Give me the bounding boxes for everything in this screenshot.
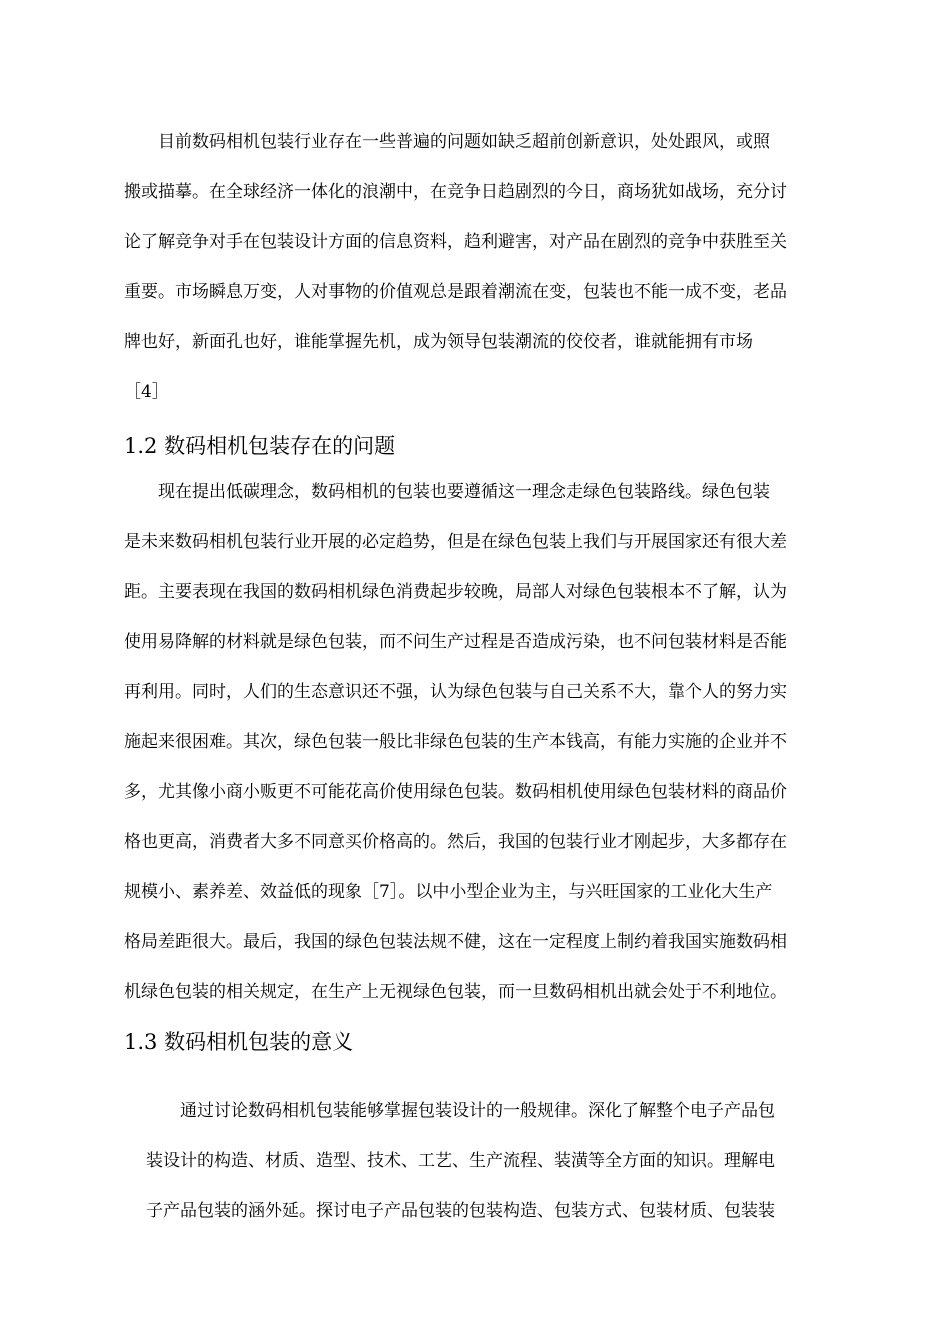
text-line: 现在提出低碳理念，数码相机的包装也要遵循这一理念走绿色包装路线。绿色包装 xyxy=(124,482,770,502)
text-line: 多，尤其像小商小贩更不可能花高价使用绿色包装。数码相机使用绿色包装材料的商品价 xyxy=(124,782,787,802)
text-line: 机绿色包装的相关规定，在生产上无视绿色包装，而一旦数码相机出就会处于不利地位。 xyxy=(124,982,787,1002)
text-line: 子产品包装的涵外延。探讨电子产品包装的包装构造、包装方式、包装材质、包装装 xyxy=(146,1201,775,1221)
text-line: 规模小、素养差、效益低的现象［7］。以中小型企业为主，与兴旺国家的工业化大生产 xyxy=(124,882,773,902)
text-line: 目前数码相机包装行业存在一些普遍的问题如缺乏超前创新意识，处处跟风，或照 xyxy=(124,132,770,152)
text-line: 再利用。同时，人们的生态意识还不强，认为绿色包装与自己关系不大，靠个人的努力实 xyxy=(124,682,787,702)
citation-line: ［4］ xyxy=(124,382,169,402)
text-line: 格也更高，消费者大多不同意买价格高的。然后，我国的包装行业才刚起步，大多都存在 xyxy=(124,832,787,852)
text-line: 施起来很困难。其次，绿色包装一般比非绿色包装的生产本钱高，有能力实施的企业并不 xyxy=(124,732,787,752)
section-heading-1-2: 1.2 数码相机包装存在的问题 xyxy=(124,434,396,458)
text-line: 重要。市场瞬息万变，人对事物的价值观总是跟着潮流在变，包装也不能一成不变，老品 xyxy=(124,282,787,302)
text-line: 是未来数码相机包装行业开展的必定趋势，但是在绿色包装上我们与开展国家还有很大差 xyxy=(124,532,787,552)
text-line: 搬或描摹。在全球经济一体化的浪潮中，在竞争日趋剧烈的今日，商场犹如战场，充分讨 xyxy=(124,182,787,202)
text-line: 使用易降解的材料就是绿色包装，而不问生产过程是否造成污染，也不问包装材料是否能 xyxy=(124,632,787,652)
text-line: 距。主要表现在我国的数码相机绿色消费起步较晚，局部人对绿色包装根本不了解，认为 xyxy=(124,582,787,602)
text-line: 装设计的构造、材质、造型、技术、工艺、生产流程、装潢等全方面的知识。理解电 xyxy=(146,1151,775,1171)
section-heading-1-3: 1.3 数码相机包装的意义 xyxy=(124,1030,354,1054)
text-line: 论了解竞争对手在包装设计方面的信息资料，趋利避害，对产品在剧烈的竞争中获胜至关 xyxy=(124,232,787,252)
text-line: 牌也好，新面孔也好，谁能掌握先机，成为领导包装潮流的佼佼者，谁就能拥有市场 xyxy=(124,332,753,352)
text-line: 格局差距很大。最后，我国的绿色包装法规不健，这在一定程度上制约着我国实施数码相 xyxy=(124,932,787,952)
text-line: 通过讨论数码相机包装能够掌握包装设计的一般规律。深化了解整个电子产品包 xyxy=(146,1101,775,1121)
